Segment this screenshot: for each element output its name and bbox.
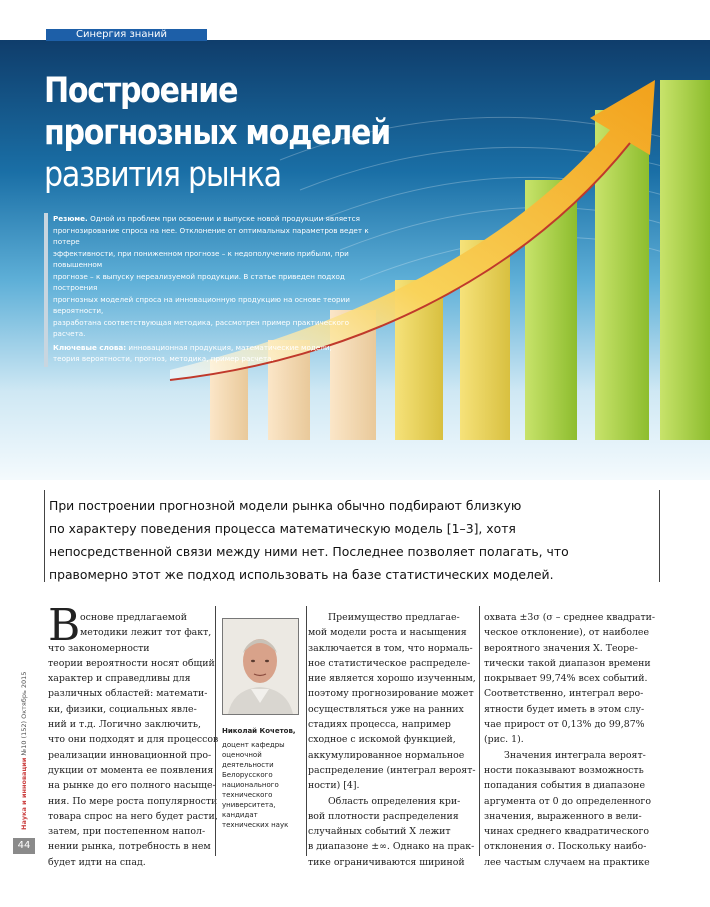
author-line: деятельности	[222, 761, 274, 769]
author-line: национального	[222, 781, 279, 789]
summary	[53, 213, 383, 340]
text-line: ное статистическое распределе-	[308, 657, 471, 669]
text-line: лее частым случаем на практике	[484, 856, 650, 868]
text-line: ческое отклонение), от наиболее	[484, 627, 650, 639]
text-line: чинах среднего квадратического	[484, 826, 650, 838]
text-line: ятности будет иметь в этом слу-	[484, 703, 645, 715]
text-line: покрывает 99,74% всех событий.	[484, 673, 648, 685]
author-line: оценочной	[222, 751, 262, 759]
text-line: товара спрос на него будет расти,	[48, 810, 218, 822]
summary-line: Одной из проблем при освоении и выпуске новой продукции является	[90, 214, 360, 223]
text-line: чае прирост от 0,13% до 99,87%	[484, 719, 645, 731]
drop-cap: В	[48, 600, 81, 651]
text-line: теории вероятности носят общий	[48, 657, 215, 669]
author-info	[222, 726, 302, 830]
page-number: 44	[13, 838, 35, 854]
summary-label: Резюме.	[53, 214, 88, 223]
text-line: на рынке до его полного насыще-	[48, 780, 216, 792]
abstract	[44, 213, 383, 367]
text-line: что закономерности	[48, 642, 150, 654]
text-line: аккумулированное нормальное	[308, 749, 465, 761]
author-name: Николай Кочетов,	[222, 727, 296, 735]
text-line: осуществляться уже на ранних	[308, 703, 464, 715]
text-line: тически такой диапазон времени	[484, 657, 651, 669]
text-line: реализации инновационной про-	[48, 749, 212, 761]
lead-line: правомерно этот же подход использовать на базе статистических моделей.	[49, 567, 554, 582]
summary-line: прогнозе – к выпуску нереализуемой продукции. В статье приведен подход построения	[53, 271, 345, 292]
text-line: распределение (интеграл вероят-	[308, 764, 476, 776]
text-line: методики лежит тот факт,	[80, 627, 212, 639]
summary-line: разработана соответствующая методика, рассмотрен пример практического расчета.	[53, 317, 350, 338]
lead-line: При построении прогнозной модели рынка обычно подбирают близкую	[49, 498, 522, 513]
keywords-label: Ключевые слова:	[53, 342, 127, 352]
title-line: Построение	[44, 71, 238, 111]
summary-line: прогнозных моделей спроса на инновационную продукцию на основе теории вероятности,	[53, 294, 350, 315]
journal-sidebar	[14, 671, 34, 830]
text-line: будет идти на спад.	[48, 856, 146, 868]
title-line: развития рынка	[44, 155, 281, 195]
keywords-line: теория вероятности, прогноз, методика, пример расчета.	[53, 354, 274, 363]
issue-info: №10 (152) Октябрь 2015	[20, 671, 28, 756]
author-photo	[222, 618, 299, 715]
text-line: аргумента от 0 до определенного	[484, 795, 651, 807]
text-line: основе предлагаемой	[80, 612, 187, 623]
author-line: доцент кафедры	[222, 741, 285, 749]
text-line: характер и справедливы для	[48, 673, 191, 685]
author-line: технического	[222, 791, 273, 799]
text-line: заключается в том, что нормаль-	[308, 642, 473, 654]
text-line: затем, при постепенном напол-	[48, 826, 206, 838]
lead-line: по характеру поведения процесса математическую модель [1–3], хотя	[49, 521, 516, 536]
text-line: вой плотности распределения	[308, 810, 459, 822]
column-divider	[479, 606, 480, 856]
text-line: мой модели роста и насыщения	[308, 627, 467, 639]
text-line: ности показывают возможность	[484, 764, 644, 776]
text-line: дукции от момента ее появления	[48, 764, 214, 776]
keywords	[53, 342, 383, 365]
summary-line: прогнозирование спроса на нее. Отклонение от оптимальных параметров ведет к потере	[53, 225, 369, 246]
text-line: ки, физики, социальных явле-	[48, 703, 197, 715]
text-line: ние является хорошо изученным,	[308, 673, 476, 685]
text-line: Преимущество предлагае-	[328, 612, 460, 623]
text-line: попадания события в диапазоне	[484, 780, 646, 792]
section-tag: Синергия знаний	[46, 29, 207, 41]
text-line: нении рынка, потребность в нем	[48, 841, 211, 853]
column-3	[308, 610, 476, 870]
text-line: отклонения σ. Поскольку наибо-	[484, 841, 647, 853]
text-line: значения, выраженного в вели-	[484, 810, 642, 822]
text-line: что они подходят и для процессов	[48, 734, 219, 746]
text-line: вероятного значения Х. Теоре-	[484, 642, 638, 654]
text-line: поэтому прогнозирование может	[308, 688, 474, 700]
author-line: университета,	[222, 801, 276, 809]
keywords-line: инновационная продукция, математические модели,	[128, 342, 332, 352]
text-line: Соответственно, интеграл веро-	[484, 688, 644, 700]
summary-line: эффективности, при пониженном прогнозе – к недополучению прибыли, при повышенном	[53, 248, 349, 269]
text-line: ний и т.д. Логично заключить,	[48, 719, 201, 731]
column-1	[48, 610, 219, 870]
page-title	[44, 70, 446, 196]
column-4	[484, 610, 656, 870]
text-line: в диапазоне ±∞. Однако на прак-	[308, 841, 475, 853]
text-line: охвата ±3σ (σ – среднее квадрати-	[484, 612, 656, 623]
author-line: Белорусского	[222, 771, 273, 779]
lead-line: непосредственной связи между ними нет. Последнее позволяет полагать, что	[49, 544, 569, 559]
text-line: сходное с искомой функцией,	[308, 734, 456, 746]
text-line: (рис. 1).	[484, 734, 524, 746]
title-line: прогнозных моделей	[44, 113, 390, 153]
text-line: Значения интеграла вероят-	[504, 749, 646, 761]
author-line: кандидат	[222, 811, 258, 819]
text-line: Область определения кри-	[328, 795, 461, 807]
text-line: случайных событий X лежит	[308, 826, 451, 838]
portrait-image	[223, 619, 298, 714]
text-line: тике ограничиваются шириной	[308, 856, 465, 868]
journal-name: Наука и инновации	[20, 757, 28, 830]
text-line: различных областей: математи-	[48, 688, 208, 700]
text-line: ния. По мере роста популярности	[48, 795, 218, 807]
text-line: ности) [4].	[308, 780, 360, 792]
lead-paragraph	[44, 490, 660, 582]
author-line: технических наук	[222, 821, 289, 829]
text-line: стадиях процесса, например	[308, 719, 451, 731]
